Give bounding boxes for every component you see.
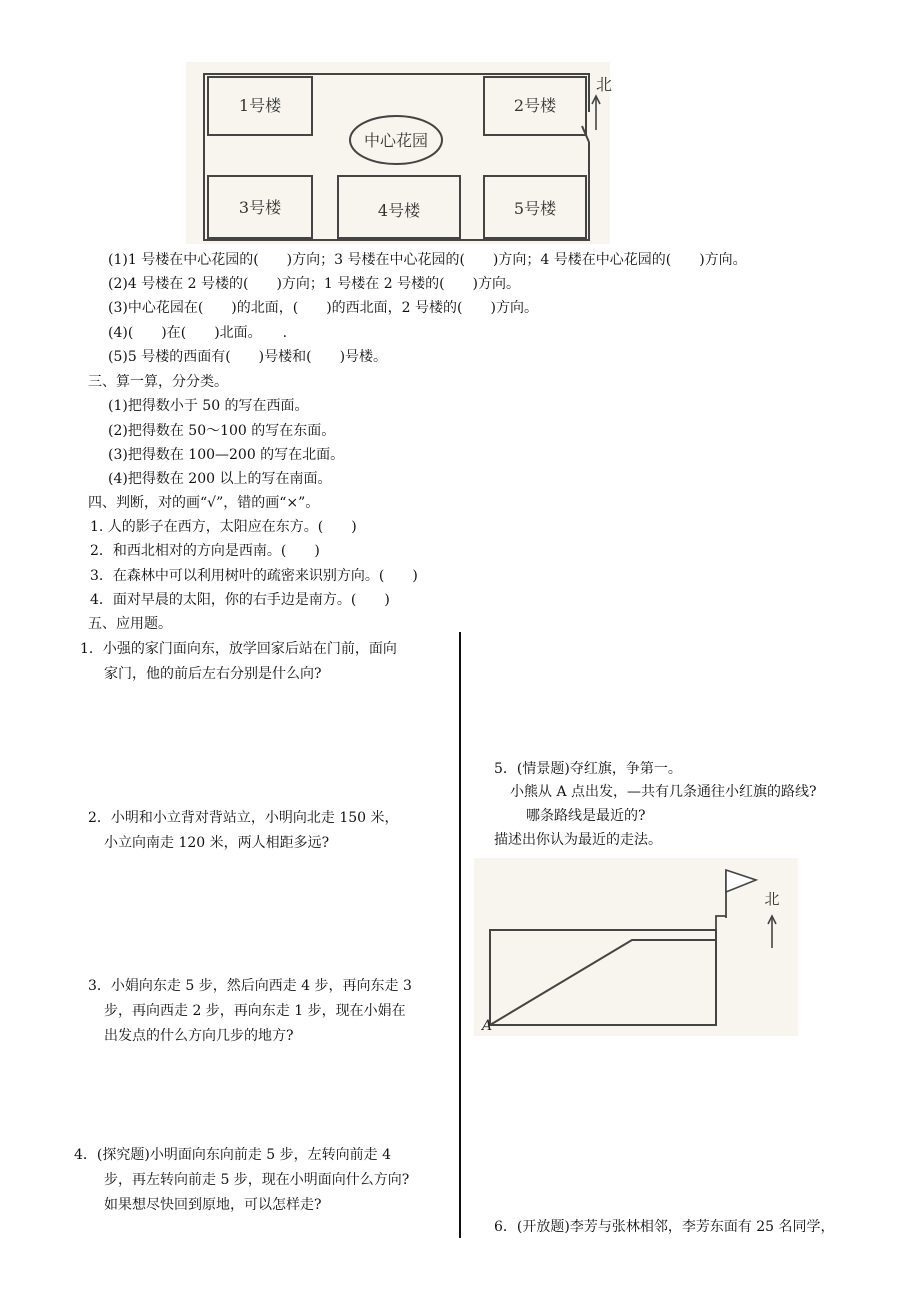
app-q5-line-4: 描述出你认为最近的走法。 [494,832,662,848]
classify-item-1: (1)把得数小于 50 的写在西面。 [108,398,309,414]
route-diagonal [490,940,716,1025]
judge-item-4: 4．面对早晨的太阳，你的右手边是南方。( ) [90,592,390,608]
map-question-4: (4)( )在( )北面。 . [108,325,288,341]
section-3-heading: 三、算一算，分分类。 [88,374,228,390]
app-q4-line-2: 步，再左转向前走 5 步，现在小明面向什么方向? [104,1172,410,1188]
building-2-label: 2号楼 [513,96,557,115]
map-question-2: (2)4 号楼在 2 号楼的( )方向；1 号楼在 2 号楼的( )方向。 [108,276,521,292]
app-q3-line-3: 出发点的什么方向几步的地方? [104,1028,294,1044]
map-question-3: (3)中心花园在( )的北面，( )的西北面，2 号楼的( )方向。 [108,300,538,316]
classify-item-2: (2)把得数在 50～100 的写在东面。 [108,423,336,439]
route-start-label: A [482,1018,493,1034]
app-q5-line-2: 小熊从 A 点出发，—共有几条通往小红旗的路线? [510,784,817,800]
flag-icon [726,870,756,892]
section-5-heading: 五、应用题。 [88,616,172,632]
classify-item-3: (3)把得数在 100—200 的写在北面。 [108,447,345,463]
app-q4-line-3: 如果想尽快回到原地，可以怎样走? [104,1197,322,1213]
column-divider [459,632,461,1238]
app-q2-line-1: 2．小明和小立背对背站立，小明向北走 150 米， [88,810,399,826]
building-3-label: 3号楼 [238,198,282,217]
section-4-heading: 四、判断，对的画“√”，错的画“×”。 [88,495,320,511]
app-q3-line-1: 3．小娟向东走 5 步，然后向西走 4 步，再向东走 3 [88,978,412,994]
app-q4-line-1: 4．(探究题)小明面向东向前走 5 步，左转向前走 4 [74,1147,391,1163]
map-question-5: (5)5 号楼的西面有( )号楼和( )号楼。 [108,349,388,365]
garden-label: 中心花园 [363,131,429,150]
building-4-label: 4号楼 [377,201,421,220]
judge-item-3: 3．在森林中可以利用树叶的疏密来识别方向。( ) [90,568,418,584]
map-question-1: (1)1 号楼在中心花园的( )方向；3 号楼在中心花园的( )方向；4 号楼在中心花园的( )方向。 [108,252,747,268]
app-q1-line-2: 家门，他的前后左右分别是什么向? [104,666,322,682]
judge-item-2: 2．和西北相对的方向是西南。( ) [90,543,320,559]
building-5-label: 5号楼 [513,199,557,218]
app-q3-line-2: 步，再向西走 2 步，再向东走 1 步，现在小娟在 [104,1003,406,1019]
app-q6-line-1: 6．(开放题)李芳与张林相邻，李芳东面有 25 名同学， [494,1219,835,1235]
route-outer-rect [490,930,716,1025]
app-q5-line-1: 5．(情景题)夺红旗，争第一。 [494,761,682,777]
campus-map [186,62,613,244]
route-north-label: 北 [764,890,780,908]
route-diagram-svg [474,858,798,1036]
campus-map-svg [186,62,613,244]
app-q1-line-1: 1．小强的家门面向东，放学回家后站在门前，面向 [80,641,397,657]
map-north-label: 北 [595,75,613,94]
judge-item-1: 1. 人的影子在西方，太阳应在东方。( ) [90,519,357,535]
app-q5-line-3: 哪条路线是最近的? [526,808,646,824]
classify-item-4: (4)把得数在 200 以上的写在南面。 [108,471,332,487]
app-q2-line-2: 小立向南走 120 米，两人相距多远? [104,835,330,851]
route-diagram [474,858,798,1036]
building-1-label: 1号楼 [238,96,282,115]
